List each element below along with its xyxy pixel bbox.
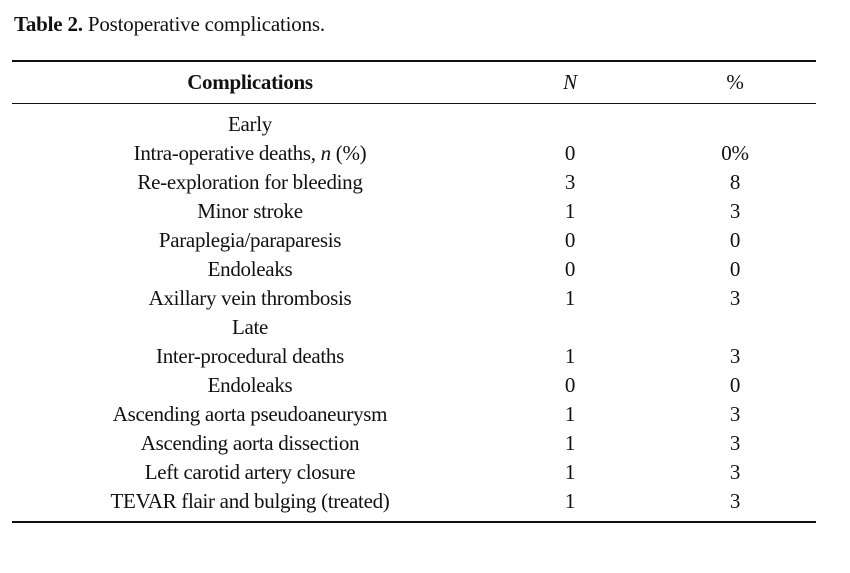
percent-cell: 3 [729, 460, 741, 484]
n-cell: 1 [564, 460, 576, 484]
complication-cell: Inter-procedural deaths [156, 344, 344, 368]
percent-cell: 0 [729, 373, 741, 397]
complication-cell: Endoleaks [207, 373, 293, 397]
percent-cell: 3 [729, 286, 741, 310]
complication-cell: Minor stroke [197, 199, 303, 223]
complication-cell: Ascending aorta dissection [140, 431, 360, 455]
percent-cell: 3 [729, 344, 741, 368]
n-cell: 1 [564, 199, 576, 223]
percent-cell [695, 110, 775, 139]
percent-cell: 0% [721, 141, 749, 165]
table-bottom-rule [12, 521, 816, 523]
complication-cell: Intra-operative deaths, n (%) [133, 141, 367, 165]
complication-cell: Axillary vein thrombosis [148, 286, 352, 310]
complication-cell: Early [228, 112, 272, 136]
table-header-rule [12, 103, 816, 104]
n-cell: 3 [564, 170, 576, 194]
percent-cell: 3 [729, 431, 741, 455]
n-cell: 0 [564, 228, 576, 252]
percent-cell: 0 [729, 257, 741, 281]
n-cell: 1 [564, 489, 576, 513]
complication-cell: Paraplegia/paraparesis [158, 228, 342, 252]
n-cell [530, 110, 610, 139]
complication-cell: Endoleaks [207, 257, 293, 281]
table-caption [14, 12, 325, 37]
n-cell: 0 [564, 141, 576, 165]
percent-cell: 8 [729, 170, 741, 194]
complication-cell: TEVAR flair and bulging (treated) [110, 489, 390, 513]
percent-cell: 3 [729, 402, 741, 426]
header-complications: Complications [187, 70, 313, 94]
percent-cell [695, 313, 775, 342]
n-cell: 1 [564, 286, 576, 310]
complication-cell: Re-exploration for bleeding [137, 170, 363, 194]
n-cell: 1 [564, 402, 576, 426]
complication-cell: Late [231, 315, 269, 339]
complication-cell: Ascending aorta pseudoaneurysm [112, 402, 388, 426]
header-percent: % [726, 70, 744, 94]
n-cell: 0 [564, 373, 576, 397]
table-caption-text: Postoperative complications. [82, 12, 325, 36]
table-top-rule [12, 60, 816, 62]
percent-cell: 3 [729, 489, 741, 513]
complication-cell: Left carotid artery closure [144, 460, 356, 484]
n-cell: 1 [564, 431, 576, 455]
table-caption-label: Table 2. [14, 12, 83, 36]
n-cell: 1 [564, 344, 576, 368]
n-cell: 0 [564, 257, 576, 281]
percent-cell: 0 [729, 228, 741, 252]
n-cell [530, 313, 610, 342]
header-n: N [563, 70, 577, 94]
percent-cell: 3 [729, 199, 741, 223]
